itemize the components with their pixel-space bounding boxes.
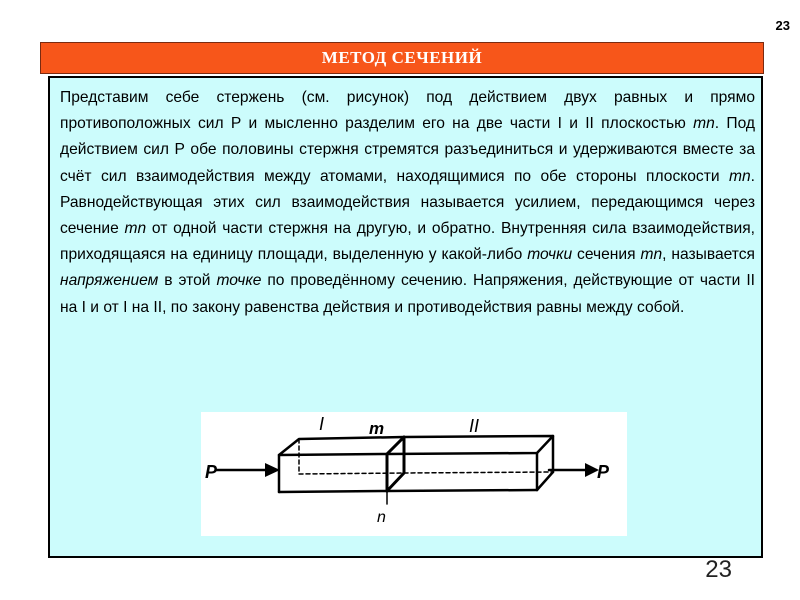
rod-part2-end-bottom bbox=[537, 472, 553, 490]
label-part2: II bbox=[469, 416, 480, 436]
page-number-bottom: 23 bbox=[705, 556, 732, 583]
rod-part2-top bbox=[387, 436, 553, 454]
text-segment: от одной части стержня на другую, и обратно. Внутренняя сила взаимодействия, приходящаяся на единицу площади, выделенную у какой-либо bbox=[60, 220, 755, 264]
text-segment: . Равнодействующая этих сил взаимодействия называется усилием, передающимся через сечение bbox=[60, 167, 755, 238]
text-segment: . Под действием сил Р обе половины стержня стремятся разъединиться и удерживаются вместе за счёт сил взаимодействия между атомами, находящимися по обе стороны плоскости bbox=[60, 115, 755, 185]
label-force-left: P bbox=[205, 462, 218, 482]
page-number-top: 23 bbox=[775, 18, 790, 33]
rod-section-figure bbox=[201, 412, 627, 536]
text-segment: , называется bbox=[662, 246, 756, 264]
rod-part2-hidden-bottom bbox=[404, 472, 553, 473]
slide-title: МЕТОД СЕЧЕНИЙ bbox=[40, 42, 764, 74]
term-mn: mn bbox=[728, 167, 751, 185]
label-part1: I bbox=[319, 414, 325, 434]
text-segment: в этой bbox=[158, 272, 217, 290]
rod-part1-bottom bbox=[279, 491, 387, 492]
label-m: m bbox=[369, 419, 385, 438]
term-mn: mn bbox=[693, 115, 715, 133]
rod-diagram bbox=[201, 412, 627, 536]
text-segment: по проведённому сечению. Напряжения, действующие от части II на I и от I на II, по закону равенства действия и противодействия равны между собой. bbox=[60, 272, 755, 316]
text-segment: сечения bbox=[572, 246, 641, 264]
term-napryazhenie: напряжением bbox=[60, 272, 159, 290]
term-tochke: точке bbox=[216, 272, 262, 290]
content-box bbox=[48, 76, 763, 558]
body-text bbox=[60, 85, 755, 321]
term-mn: mn bbox=[124, 220, 147, 238]
rod-part1-top bbox=[279, 437, 404, 455]
label-force-right: P bbox=[597, 462, 610, 482]
text-segment: Представим себе стержень (см. рисунок) под действием двух равных и прямо противоположных сил Р и мысленно разделим его на две части I и II плоскостью bbox=[60, 89, 755, 133]
term-tochki: точки bbox=[527, 246, 573, 264]
label-n: n bbox=[377, 509, 386, 526]
rod-part2-bottom bbox=[387, 490, 537, 491]
term-mn: mn bbox=[640, 246, 663, 264]
